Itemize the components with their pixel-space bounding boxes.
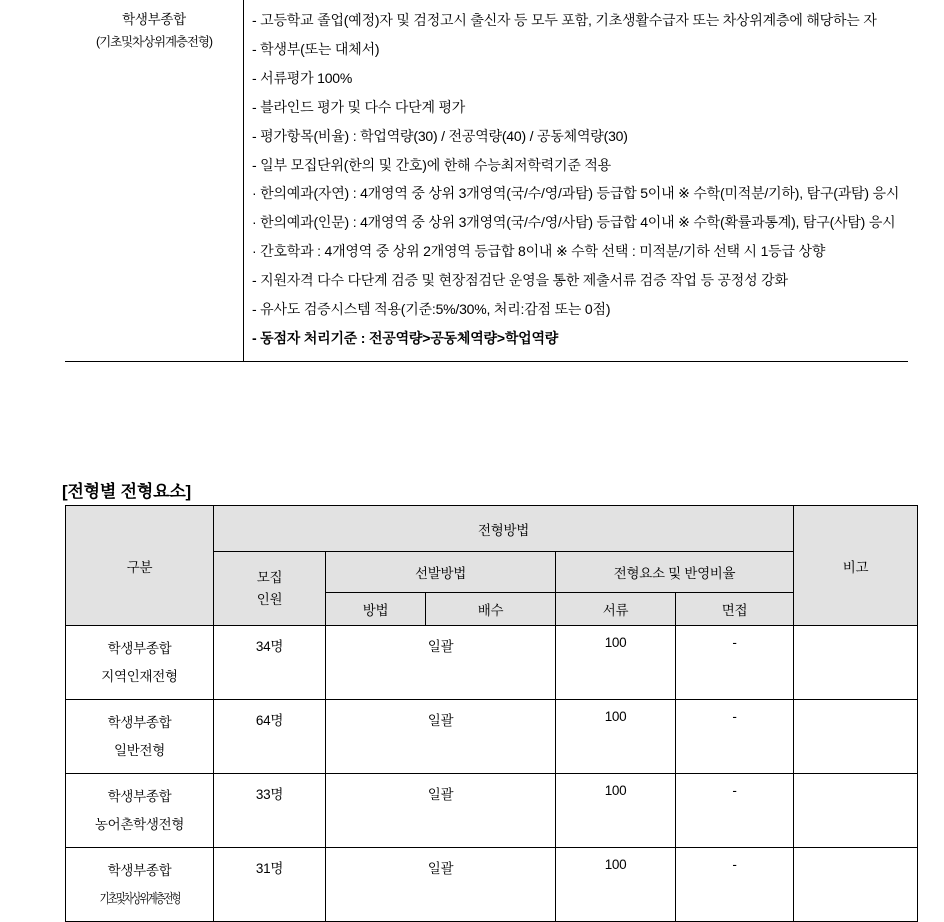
- header-selection-group: 선발방법: [326, 552, 556, 593]
- row-name-cell: [66, 848, 214, 922]
- row-documents: 100: [556, 700, 676, 774]
- row-name-line1: 학생부종합: [107, 789, 172, 804]
- row-name-line1: 학생부종합: [107, 863, 172, 878]
- row-selection: 일괄: [326, 626, 556, 700]
- row-documents: 100: [556, 848, 676, 922]
- row-name-cell: [66, 774, 214, 848]
- row-documents: 100: [556, 626, 676, 700]
- row-name-cell: [66, 626, 214, 700]
- row-remark: [794, 700, 918, 774]
- criteria-line-10: - 지원자격 다수 다단계 검증 및 현장점검단 운영을 통한 제출서류 검증 작업 등 공정성 강화: [252, 272, 788, 289]
- row-remark: [794, 848, 918, 922]
- section-heading: [전형별 전형요소]: [62, 482, 191, 501]
- header-quota-line1: 모집: [256, 569, 283, 585]
- row-interview: -: [676, 700, 794, 774]
- row-name-line1: 학생부종합: [107, 641, 172, 656]
- criteria-line-7: · 한의예과(자연) : 4개영역 중 상위 3개영역(국/수/영/과탐) 등급합 5이내 ※ 수학(미적분/기하), 탐구(과탐) 응시: [252, 185, 900, 202]
- row-interview: -: [676, 848, 794, 922]
- table-row: [66, 626, 918, 700]
- criteria-type-subname: (기초및차상위계층전형): [96, 35, 212, 49]
- admission-criteria-table: [65, 0, 908, 362]
- table-row: [66, 700, 918, 774]
- header-gubun: 구분: [66, 506, 214, 626]
- admission-elements-table: [65, 505, 918, 922]
- header-factors-group: 전형요소 및 반영비율: [556, 552, 794, 593]
- criteria-line-8: · 한의예과(인문) : 4개영역 중 상위 3개영역(국/수/영/사탐) 등급합 4이내 ※ 수학(확률과통계), 탐구(사탐) 응시: [252, 214, 896, 231]
- row-name-line2: 농어촌학생전형: [94, 817, 185, 832]
- criteria-detail-cell: [244, 0, 909, 361]
- header-row-1: [66, 506, 918, 552]
- header-quota: [214, 552, 326, 626]
- criteria-line-1: - 고등학교 졸업(예정)자 및 검정고시 출신자 등 모두 포함, 기초생활수급자 또는 차상위계층에 해당하는 자: [252, 12, 877, 28]
- header-method: 방법: [326, 593, 426, 626]
- criteria-line-5: - 평가항목(비율) : 학업역량(30) / 전공역량(40) / 공동체역량(30): [252, 127, 628, 144]
- row-name-line2: 지역인재전형: [101, 669, 178, 684]
- row-interview: -: [676, 626, 794, 700]
- row-remark: [794, 774, 918, 848]
- row-name-line2: 기초및차상위계층전형: [99, 891, 180, 906]
- row-quota: 34명: [214, 626, 326, 700]
- row-selection: 일괄: [326, 700, 556, 774]
- criteria-line-12: - 동점자 처리기준 : 전공역량>공동체역량>학업역량: [252, 329, 559, 346]
- criteria-type-name: 학생부종합: [122, 12, 186, 27]
- row-documents: 100: [556, 774, 676, 848]
- criteria-line-4: - 블라인드 평가 및 다수 다단계 평가: [252, 98, 466, 115]
- criteria-line-6: - 일부 모집단위(한의 및 간호)에 한해 수능최저학력기준 적용: [252, 156, 611, 173]
- row-name-cell: [66, 700, 214, 774]
- row-name-line1: 학생부종합: [107, 715, 172, 730]
- criteria-line-9: · 간호학과 : 4개영역 중 상위 2개영역 등급합 8이내 ※ 수학 선택 : 미적분/기하 선택 시 1등급 상향: [252, 243, 826, 260]
- row-remark: [794, 626, 918, 700]
- header-quota-line2: 인원: [256, 591, 283, 607]
- row-interview: -: [676, 774, 794, 848]
- table-row: [66, 848, 918, 922]
- criteria-line-2: - 학생부(또는 대체서): [252, 40, 380, 57]
- row-name-line2: 일반전형: [114, 743, 165, 758]
- table-row: [66, 774, 918, 848]
- criteria-type-cell: [65, 0, 244, 361]
- criteria-line-3: - 서류평가 100%: [252, 69, 353, 86]
- header-documents: 서류: [556, 593, 676, 626]
- header-remark: 비고: [794, 506, 918, 626]
- row-selection: 일괄: [326, 774, 556, 848]
- criteria-line-11: - 유사도 검증시스템 적용(기준:5%/30%, 처리:감점 또는 0점): [252, 301, 611, 318]
- row-quota: 31명: [214, 848, 326, 922]
- row-quota: 64명: [214, 700, 326, 774]
- table-row: [65, 0, 908, 361]
- row-selection: 일괄: [326, 848, 556, 922]
- header-method-group: 전형방법: [214, 506, 794, 552]
- header-multiple: 배수: [426, 593, 556, 626]
- row-quota: 33명: [214, 774, 326, 848]
- header-interview: 면접: [676, 593, 794, 626]
